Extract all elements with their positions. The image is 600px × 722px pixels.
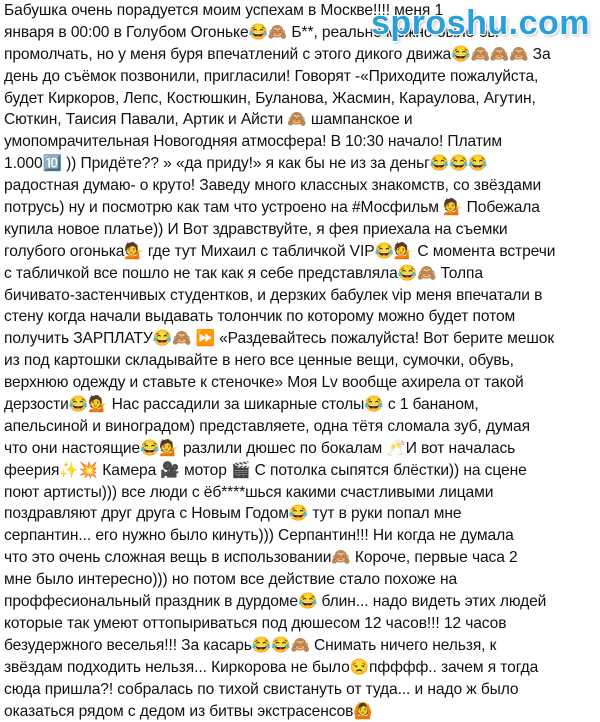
text-line: промолчать, но у меня буря впечатлений с этого дикого движа😂🙈🙈🙈 За bbox=[4, 44, 596, 66]
text-line: бичивато-застенчивых студентков, и дерзких бабулек vip меня впечатали в bbox=[4, 285, 596, 307]
text-line: сюда пришла?! собралась по тихой свистануть от туда... и надо ж было bbox=[4, 679, 596, 701]
text-line: проффесиональный праздник в дурдоме😂 блин... надо видеть этих людей bbox=[4, 591, 596, 613]
text-line: которые так умеют оттопыриваться под дюшесом 12 часов!!! 12 часов bbox=[4, 613, 596, 635]
post-text bbox=[4, 0, 596, 722]
text-line: с табличкой все пошло не так как я себе представляла😂🙈 Толпа bbox=[4, 263, 596, 285]
text-line: верхнюю одежду и ставьте к стеночке» Моя Lv вообще ахирела от такой bbox=[4, 372, 596, 394]
text-line: серпантин... его нужно было кинуть))) Серпантин!!! Ни когда не думала bbox=[4, 525, 596, 547]
text-line: купила новое платье)) И Вот здравствуйте, я фея приехала на съемки bbox=[4, 219, 596, 241]
text-line: дерзости😂💁 Нас рассадили за шикарные столы😂 с 1 бананом, bbox=[4, 394, 596, 416]
text-line: умопомрачительная Новогодняя атмосфера! В 10:30 начало! Платим bbox=[4, 131, 596, 153]
text-line: оказаться рядом с дедом из битвы экстрасенсов🙆 bbox=[4, 701, 596, 722]
text-line: звёздам подходить нельзя... Киркорова не было😒пфффф.. зачем я тогда bbox=[4, 657, 596, 679]
text-line: Сюткин, Таисия Павали, Артик и Айсти 🙈 шампанское и bbox=[4, 109, 596, 131]
text-line: мне было интересно))) но потом все действие стало похоже на bbox=[4, 569, 596, 591]
text-line: стену когда начали выдавать толончик по которому можно будет потом bbox=[4, 306, 596, 328]
text-line: будет Киркоров, Лепс, Костюшкин, Буланова, Жасмин, Караулова, Агутин, bbox=[4, 88, 596, 110]
text-line: потрусь) ну и посмотрю как там что устроено на #Мосфильм 💁 Побежала bbox=[4, 197, 596, 219]
text-line: поют артисты))) все люди с ёб****шься какими счастливыми лицами bbox=[4, 482, 596, 504]
text-line: день до съёмок позвонили, пригласили! Говорят -«Приходите пожалуйста, bbox=[4, 66, 596, 88]
text-line: что это очень сложная вещь в использовании🙈 Короче, первые часа 2 bbox=[4, 547, 596, 569]
text-line: 1.000🔟 )) Придёте?? » «да приду!» я как бы не из за деньг😂😂😂 bbox=[4, 153, 596, 175]
text-line: из под картошки складывайте в него все ценные вещи, сумочки, обувь, bbox=[4, 350, 596, 372]
text-line: феерия✨💥 Камера 🎥 мотор 🎬 С потолка сыпятся блёстки)) на сцене bbox=[4, 460, 596, 482]
text-line: апельсиной и виноградом) представляете, одна тётя сломала зуб, думая bbox=[4, 416, 596, 438]
text-line: голубого огонька💁 где тут Михаил с табличкой VIP😂💁 С момента встречи bbox=[4, 241, 596, 263]
text-line: января в 00:00 в Голубом Огоньке😂🙈 Б**, реально можно было бы bbox=[4, 22, 596, 44]
site-watermark: sproshu.com bbox=[371, 4, 590, 43]
text-line: получить ЗАРПЛАТУ😂🙈 ⏩ «Раздевайтесь пожалуйста! Вот берите мешок bbox=[4, 328, 596, 350]
text-line: Бабушка очень порадуется моим успехам в Москве!!!! меня 1 bbox=[4, 0, 596, 22]
text-line: поздравляют друг друга с Новым Годом😂 тут в руки попал мне bbox=[4, 503, 596, 525]
text-line: радостная думаю- о круто! Заведу много классных знакомств, со звёздами bbox=[4, 175, 596, 197]
text-line: что они настоящие😂💁 разлили дюшес по бокалам 🥂И вот началась bbox=[4, 438, 596, 460]
text-line: безудержного веселья!!! За касарь😂😂🙈 Снимать ничего нельзя, к bbox=[4, 635, 596, 657]
